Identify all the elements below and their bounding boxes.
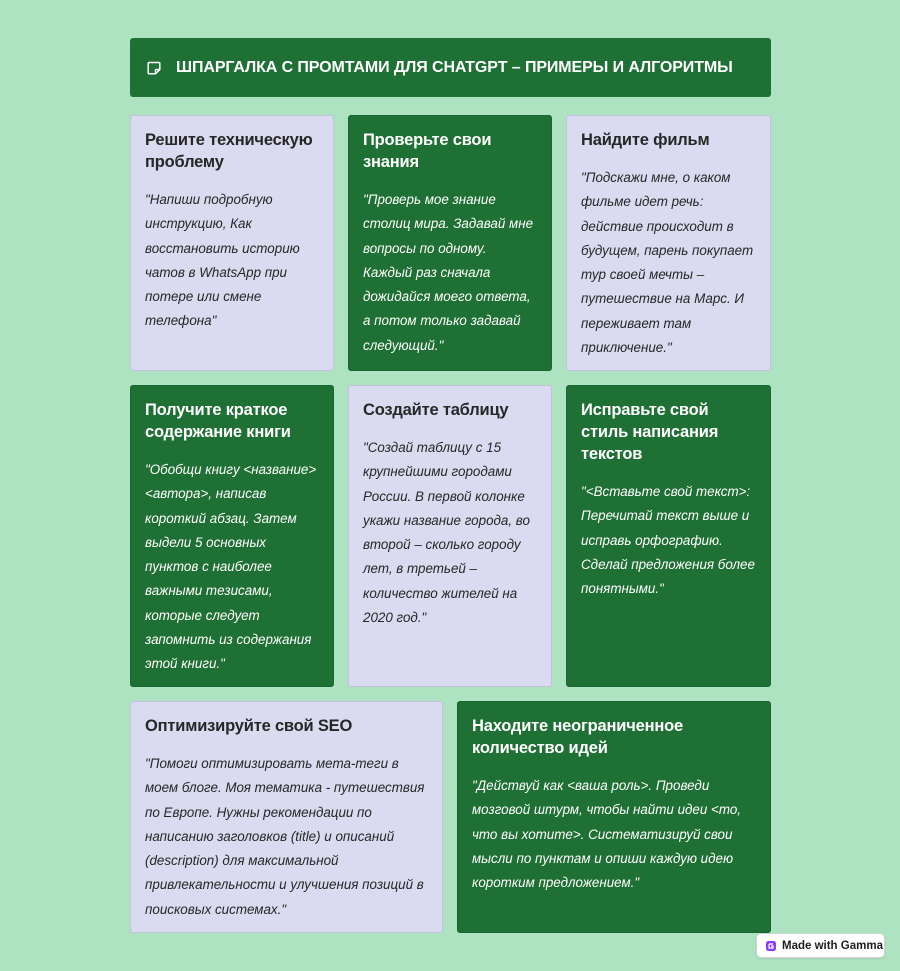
card-ideas [457, 701, 771, 933]
badge-label: Made with Gamma [782, 939, 883, 952]
card-prompt: "<Вставьте свой текст>: Перечитай текст выше и исправь орфографию. Сделай предложения более понятными." [581, 484, 755, 597]
card-title: Найдите фильм [581, 131, 710, 149]
card-prompt: "Создай таблицу с 15 крупнейшими городами России. В первой колонке укажи название города, во второй – сколько городу лет, в третьей – количество жителей на 2020 год." [363, 440, 530, 626]
gamma-logo-icon [766, 941, 776, 951]
card-find-movie [566, 115, 771, 371]
card-book-summary [130, 385, 334, 687]
card-prompt: "Проверь мое знание столиц мира. Задавай мне вопросы по одному. Каждый раз сначала дожидайся моего ответа, а потом только задавай следующий." [363, 192, 534, 353]
page-header [130, 38, 771, 97]
card-prompt: "Помоги оптимизировать мета-теги в моем блоге. Моя тематика - путешествия по Европе. Нужны рекомендации по написанию заголовков (title) и описаний (description) для максимальной привлекательности и улучшения позиций в поисковых системах." [145, 756, 425, 917]
card-title: Исправьте свой стиль написания текстов [581, 401, 719, 463]
card-title: Находите неограниченное количество идей [472, 717, 683, 757]
card-title: Получите краткое содержание книги [145, 401, 291, 441]
card-title: Оптимизируйте свой SEO [145, 717, 353, 735]
card-title: Создайте таблицу [363, 401, 509, 419]
card-prompt: "Подскажи мне, о каком фильме идет речь: действие происходит в будущем, парень покупает тур своей мечты – путешествие на Марс. И переживает там приключение." [581, 170, 754, 356]
card-tech-problem [130, 115, 334, 371]
card-check-knowledge [348, 115, 552, 371]
card-prompt: "Обобщи книгу <название> <автора>, написав короткий абзац. Затем выдели 5 основных пунктов с наиболее важными тезисами, которые следует запомнить из содержания этой книги." [145, 462, 317, 672]
card-title: Проверьте свои знания [363, 131, 492, 171]
card-prompt: "Действуй как <ваша роль>. Проведи мозговой штурм, чтобы найти идеи <то, что вы хотите>. Систематизируй свои мысли по пунктам и опиши каждую идею коротким предложением." [472, 778, 742, 891]
card-seo [130, 701, 443, 933]
card-create-table [348, 385, 552, 687]
page-title: ШПАРГАЛКА С ПРОМТАМИ ДЛЯ CHATGPT – ПРИМЕРЫ И АЛГОРИТМЫ [176, 58, 733, 76]
made-with-gamma-badge[interactable] [756, 933, 885, 958]
card-prompt: "Напиши подробную инструкцию, Как восстановить историю чатов в WhatsApp при потере или смене телефона" [145, 192, 300, 329]
note-icon [146, 60, 162, 76]
card-title: Решите техническую проблему [145, 131, 313, 171]
card-fix-writing-style [566, 385, 771, 687]
